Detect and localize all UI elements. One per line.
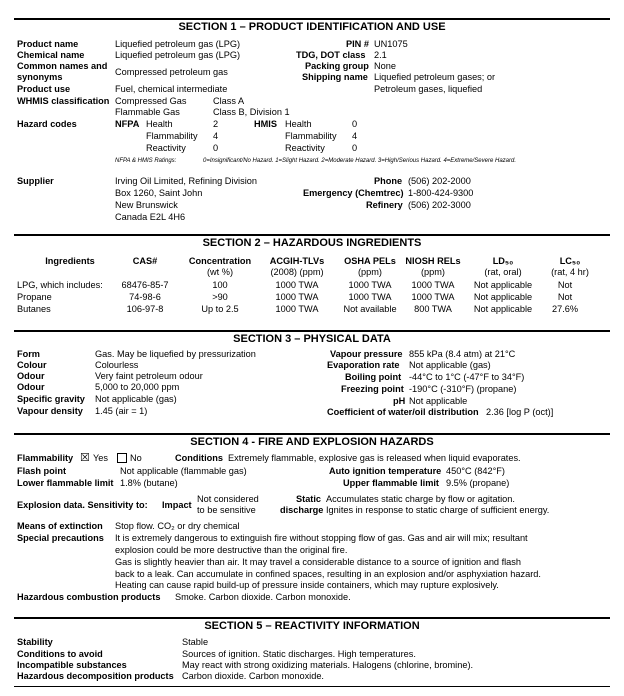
form-value: Gas. May be liquefied by pressurization [95,349,256,359]
hazardous-decomposition-value: Carbon dioxide. Carbon monoxide. [182,671,324,681]
ingredient-niosh: 800 TWA [414,304,452,314]
hazardous-combustion-label: Hazardous combustion products [17,592,161,602]
flammability-yes-checkbox [80,452,90,465]
ingredient-osha: 1000 TWA [348,292,392,302]
ingredient-lc50: 27.6% [551,304,579,314]
ingredient-name: Propane [17,292,52,302]
flammability-label: Flammability [17,453,74,463]
whmis-class-2: Flammable Gas [115,107,180,117]
nfpa-health-label: Health [146,119,173,129]
bottom-divider [14,686,610,687]
ingredient-cas: 74-98-6 [129,292,161,302]
col-osha-unit: (ppm) [358,267,382,277]
supplier-line-1: Irving Oil Limited, Refining Division [115,176,257,186]
col-acgih-unit: (2008) (ppm) [270,267,324,277]
flash-point-value: Not applicable (flammable gas) [120,466,247,476]
hazardous-decomposition-label: Hazardous decomposition products [17,671,174,681]
ingredient-conc: >90 [212,292,228,302]
ufl-value: 9.5% (propane) [446,478,510,488]
emergency-value: 1-800-424-9300 [408,188,474,198]
impact-value-2: to be sensitive [197,505,256,515]
explosion-data-label: Explosion data. Sensitivity to: [17,500,148,510]
conditions-value: Extremely flammable, explosive gas is released when liquid evaporates. [228,453,521,463]
static-label: Static [296,494,322,504]
nfpa-flammability-label: Flammability [146,131,198,141]
col-niosh-unit: (ppm) [421,267,445,277]
ingredient-niosh: 1000 TWA [411,280,455,290]
nfpa-flammability-value: 4 [213,131,219,141]
col-niosh: NIOSH RELs [405,256,461,266]
col-osha: OSHA PELs [344,256,396,266]
col-ld50-unit: (rat, oral) [484,267,522,277]
whmis-class-2-code: Class B, Division 1 [213,107,290,117]
precautions-line-4: back to a leak. Can accumulate in confined spaces, resulting in an explosion and/or asphyxiation hazard. [115,569,541,579]
ratings-label: NFPA & HMIS Ratings: [115,158,177,164]
ingredient-conc: 100 [212,280,228,290]
supplier-line-4: Canada E2L 4H6 [115,212,186,222]
hmis-flammability-label: Flammability [285,131,337,141]
product-name-label: Product name [17,39,79,49]
section-4-title: SECTION 4 - FIRE AND EXPLOSION HAZARDS [14,433,610,449]
flammability-no-checkbox [117,453,127,465]
colour-label: Colour [17,360,47,370]
common-names-label-1: Common names and [17,61,108,71]
ingredient-niosh: 1000 TWA [411,292,455,302]
whmis-class-1-code: Class A [213,96,245,106]
common-names-value: Compressed petroleum gas [115,67,228,77]
ingredient-ld50: Not applicable [473,280,533,290]
precautions-line-1: It is extremely dangerous to extinguish fire without stopping flow of gas. Gas and air will mix; resultant [115,533,528,543]
odour-threshold-label: Odour [17,382,45,392]
odour-value: Very faint petroleum odour [95,371,203,381]
static-value-1: Accumulates static charge by flow or agitation. [326,494,515,504]
pin-label: PIN # [346,39,369,49]
ingredient-lc50: Not [557,292,573,302]
specific-gravity-value: Not applicable (gas) [95,394,177,404]
emergency-label: Emergency (Chemtrec) [303,188,404,198]
ingredient-acgih: 1000 TWA [275,292,319,302]
col-concentration: Concentration [188,256,252,266]
ingredient-acgih: 1000 TWA [275,304,319,314]
extinction-value: Stop flow. CO₂ or dry chemical [115,521,240,531]
chemical-name-value: Liquefied petroleum gas (LPG) [115,50,241,60]
stability-value: Stable [182,637,209,647]
hmis-reactivity-label: Reactivity [285,143,325,153]
section-2-title: SECTION 2 – HAZARDOUS INGREDIENTS [14,234,610,250]
odour-label: Odour [17,371,45,381]
supplier-label: Supplier [17,176,54,186]
nfpa-reactivity-value: 0 [213,143,219,153]
ingredient-name: Butanes [17,304,51,314]
precautions-line-3: Gas is slightly heavier than air. It may travel a considerable distance to a source of ignition and flash [115,557,521,567]
hmis-flammability-value: 4 [352,131,358,141]
lfl-value: 1.8% (butane) [120,478,178,488]
special-precautions-label: Special precautions [17,533,104,543]
water-oil-value: 2.36 [log P (oct)] [486,407,554,417]
vapour-density-label: Vapour density [17,406,83,416]
auto-ignition-value: 450°C (842°F) [446,466,505,476]
lfl-label: Lower flammable limit [17,478,114,488]
ingredient-cas: 106-97-8 [126,304,164,314]
ratings-legend: 0=Insignificant/No Hazard. 1=Slight Hazard. 2=Moderate Hazard. 3=High/Serious Hazard. 4=Extreme/Severe Hazard. [203,158,516,164]
supplier-line-3: New Brunswick [115,200,178,210]
empty-box-icon [117,453,127,463]
nfpa-health-value: 2 [213,119,219,129]
boiling-point-label: Boiling point [345,372,402,382]
ingredient-cas: 68476-85-7 [121,280,169,290]
refinery-label: Refinery [366,200,403,210]
pin-value: UN1075 [374,39,408,49]
phone-label: Phone [374,176,403,186]
product-use-label: Product use [17,84,71,94]
odour-threshold-value: 5,000 to 20,000 ppm [95,382,180,392]
freezing-point-label: Freezing point [341,384,404,394]
flammability-no-label: No [130,453,142,463]
ingredient-name: LPG, which includes: [17,280,103,290]
evaporation-rate-label: Evaporation rate [327,360,400,370]
freezing-point-value: -190°C (-310°F) (propane) [409,384,517,394]
ph-value: Not applicable [409,396,468,406]
refinery-value: (506) 202-3000 [408,200,471,210]
tdg-value: 2.1 [374,50,387,60]
packing-group-label: Packing group [305,61,369,71]
precautions-line-5: Heating can cause rapid build-up of pressure inside containers, which may rupture explosively. [115,580,499,590]
col-concentration-unit: (wt %) [206,267,234,277]
section-3-title: SECTION 3 – PHYSICAL DATA [14,330,610,346]
checked-box-icon: ☒ [80,452,90,464]
precautions-line-2: explosion could be more destructive than the original fire. [115,545,348,555]
ingredient-ld50: Not applicable [473,304,533,314]
hazardous-combustion-value: Smoke. Carbon dioxide. Carbon monoxide. [175,592,351,602]
incompatible-value: May react with strong oxidizing materials. Halogens (chlorine, bromine). [182,660,474,670]
hmis-label: HMIS [254,119,277,129]
flash-point-label: Flash point [17,466,66,476]
form-label: Form [17,349,40,359]
boiling-point-value: -44°C to 1°C (-47°F to 34°F) [409,372,525,382]
ingredient-conc: Up to 2.5 [201,304,239,314]
vapour-pressure-label: Vapour pressure [330,349,403,359]
section-1-title: SECTION 1 – PRODUCT IDENTIFICATION AND USE [14,18,610,34]
conditions-label: Conditions [175,453,223,463]
nfpa-reactivity-label: Reactivity [146,143,186,153]
colour-value: Colourless [95,360,139,370]
packing-group-value: None [374,61,396,71]
ingredient-osha: 1000 TWA [348,280,392,290]
col-cas: CAS# [132,256,158,266]
shipping-name-value-1: Liquefied petroleum gases; or [374,72,496,82]
vapour-pressure-value: 855 kPa (8.4 atm) at 21°C [409,349,516,359]
whmis-class-1: Compressed Gas [115,96,187,106]
common-names-label-2: synonyms [17,72,63,82]
water-oil-label: Coefficient of water/oil distribution [327,407,479,417]
shipping-name-value-2: Petroleum gases, liquefied [374,84,483,94]
specific-gravity-label: Specific gravity [17,394,85,404]
col-acgih: ACGIH-TLVs [269,256,325,266]
shipping-name-label: Shipping name [302,72,368,82]
supplier-line-2: Box 1260, Saint John [115,188,203,198]
col-ingredients: Ingredients [45,256,95,266]
col-lc50-unit: (rat, 4 hr) [551,267,589,277]
flammability-yes-label: Yes [93,453,108,463]
ingredient-osha: Not available [343,304,397,314]
phone-value: (506) 202-2000 [408,176,471,186]
col-lc50: LC₅₀ [559,256,581,266]
auto-ignition-label: Auto ignition temperature [329,466,442,476]
vapour-density-value: 1.45 (air = 1) [95,406,148,416]
product-name-value: Liquefied petroleum gas (LPG) [115,39,241,49]
hmis-health-value: 0 [352,119,358,129]
section-5-title: SECTION 5 – REACTIVITY INFORMATION [14,617,610,633]
conditions-avoid-value: Sources of ignition. Static discharges. High temperatures. [182,649,416,659]
impact-label: Impact [162,500,192,510]
incompatible-label: Incompatible substances [17,660,127,670]
tdg-label: TDG, DOT class [296,50,366,60]
static-value-2: Ignites in response to static charge of sufficient energy. [326,505,550,515]
nfpa-label: NFPA [115,119,140,129]
col-ld50: LD₅₀ [492,256,514,266]
impact-value-1: Not considered [197,494,259,504]
hazard-codes-label: Hazard codes [17,119,77,129]
hmis-health-label: Health [285,119,312,129]
ingredient-acgih: 1000 TWA [275,280,319,290]
whmis-label: WHMIS classification [17,96,110,106]
discharge-label: discharge [280,505,324,515]
evaporation-rate-value: Not applicable (gas) [409,360,491,370]
stability-label: Stability [17,637,53,647]
chemical-name-label: Chemical name [17,50,85,60]
ufl-label: Upper flammable limit [343,478,439,488]
extinction-label: Means of extinction [17,521,103,531]
conditions-avoid-label: Conditions to avoid [17,649,103,659]
hmis-reactivity-value: 0 [352,143,358,153]
product-use-value: Fuel, chemical intermediate [115,84,228,94]
ph-label: pH [393,396,406,406]
ingredient-lc50: Not [557,280,573,290]
ingredient-ld50: Not applicable [473,292,533,302]
